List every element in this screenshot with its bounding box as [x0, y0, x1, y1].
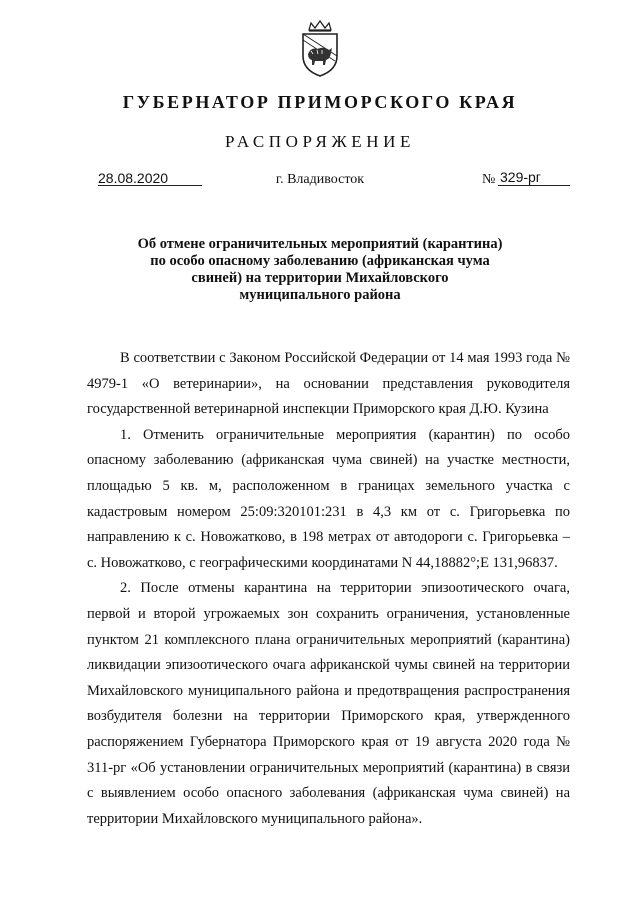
title-line: по особо опасному заболеванию (африканская чума: [150, 253, 490, 269]
document-body: [87, 346, 570, 832]
document-type: РАСПОРЯЖЕНИЕ: [224, 132, 416, 151]
body-paragraph: В соответствии с Законом Российской Федерации от 14 мая 1993 года № 4979-1 «О ветеринарии», на основании представления руководителя государственной ветеринарной инспекции Приморского края Д.Ю. Кузина: [87, 350, 570, 418]
document-date: 28.08.2020: [98, 170, 169, 186]
number-underline: [498, 185, 570, 186]
body-paragraph: 2. После отмены карантина на территории эпизоотического очага, первой и второй угрожаемых зон сохранить ограничения, установленные пунктом 21 комплексного плана ограничительных мероприятий (карантина) ликвидации эпизоотического очага африканской чумы свиней на территории Михайловского муниципального района и предотвращения распространения возбудителя болезни на территории Приморского края, утвержденного распоряжением Губернатора Приморского края от 19 августа 2020 года № 311-рг «Об установлении ограничительных мероприятий (карантина) в связи с выявлением особо опасного заболевания (африканская чума свиней) на территории Михайловского муниципального района».: [87, 580, 570, 827]
coat-of-arms-icon: [297, 20, 343, 78]
title-line: Об отмене ограничительных мероприятий (карантина): [137, 236, 503, 252]
document-number: 329-рг: [500, 169, 541, 185]
number-sign: №: [482, 172, 496, 187]
title-line: свиней) на территории Михайловского: [191, 270, 449, 286]
document-city: г. Владивосток: [275, 172, 365, 187]
issuing-authority: ГУБЕРНАТОР ПРИМОРСКОГО КРАЯ: [122, 92, 518, 112]
document-title: [120, 236, 520, 304]
title-line: муниципального района: [239, 287, 401, 303]
body-paragraph: 1. Отменить ограничительные мероприятия (карантин) по особо опасному заболеванию (африканская чума свиней) на участке местности, площадью 5 кв. м, расположенном в границах земельного участка с кадастровым номером 25:09:320101:231 в 4,3 км от с. Григорьевка по направлению к с. Новожатково, в 198 метрах от автодороги с. Григорьевка – с. Новожатково, с географическими координатами N 44,18882°;E 131,96837.: [87, 426, 570, 571]
